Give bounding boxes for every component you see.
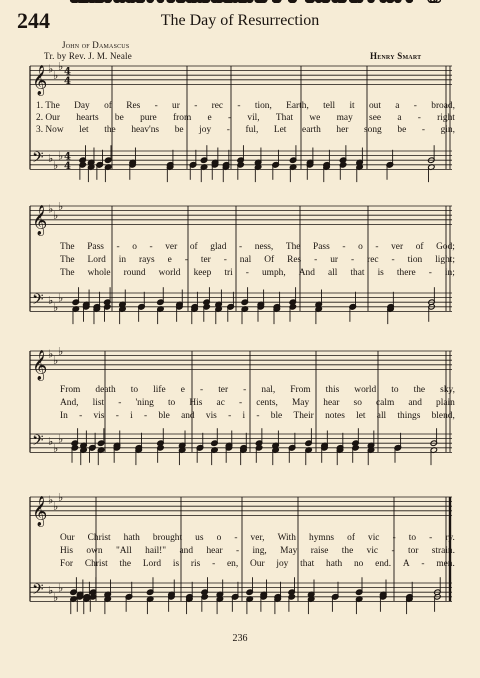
lyric-syllable: to	[167, 398, 176, 408]
author-credit: John of Damascus	[62, 40, 130, 50]
note-head	[83, 0, 89, 2]
lyric-syllable: e	[207, 113, 212, 123]
flat-sign: ♭	[53, 590, 59, 604]
lyric-syllable: all	[376, 411, 387, 421]
lyric-syllable: earth	[302, 125, 321, 135]
lyric-syllable: a	[395, 101, 400, 111]
lyric-syllable: Pass	[87, 242, 104, 252]
flat-sign: ♭	[58, 345, 64, 358]
lyric-syllable: ness,	[254, 242, 274, 252]
lyric-syllable: -	[227, 113, 232, 123]
lyric-syllable: -	[413, 101, 417, 111]
note-head	[232, 0, 238, 2]
lyric-syllable: The	[60, 268, 75, 278]
lyric-syllable: Our	[60, 533, 75, 543]
time-signature-top: 4	[64, 151, 71, 163]
lyric-syllable: round	[123, 268, 146, 278]
lyric-syllable: "All	[115, 546, 132, 556]
lyric-syllable: May	[280, 546, 298, 556]
lyric-syllable: -	[149, 242, 153, 252]
lyric-syllable: That	[275, 113, 294, 123]
lyric-syllable: vis	[93, 411, 105, 421]
lyric-syllable: -	[143, 411, 148, 421]
lyric-syllable: ry.	[445, 533, 455, 543]
flat-sign: ♭	[48, 293, 54, 307]
lyric-syllable: tor	[407, 546, 419, 556]
lyric-syllable: -	[256, 411, 260, 421]
note-head	[387, 0, 393, 2]
lyric-syllable: that	[300, 559, 315, 569]
lyric-syllable: that	[350, 268, 365, 278]
lyric-syllable: brought	[152, 533, 183, 543]
lyric-syllable: rec	[367, 255, 379, 265]
lyric-syllable: us	[195, 533, 204, 543]
lyric-syllable: ver	[165, 242, 178, 252]
translator-credit: Tr. by Rev. J. M. Neale	[44, 51, 132, 61]
lyric-syllable: the	[341, 546, 354, 556]
lyric-syllable: ble	[158, 411, 170, 421]
lyric-syllable: vic	[368, 533, 380, 543]
lyric-syllable: -	[237, 101, 241, 111]
lyric-syllable: cents,	[256, 398, 278, 408]
treble-clef: 𝄞	[32, 205, 48, 236]
note-head	[186, 0, 192, 2]
lyric-syllable: ac	[216, 398, 225, 408]
lyric-syllable: strain.	[431, 546, 455, 556]
lyric-syllable: e	[167, 255, 172, 265]
lyric-syllable: A	[402, 559, 410, 569]
lyric-syllable: His	[60, 546, 74, 556]
lyric-syllable: -	[243, 385, 247, 395]
note-head	[247, 0, 253, 2]
lyric-syllable: -	[417, 113, 421, 123]
lyric-line	[60, 255, 455, 265]
lyric-syllable: The	[60, 255, 75, 265]
flat-sign: ♭	[58, 200, 64, 213]
lyric-syllable: in	[118, 255, 127, 265]
lyric-syllable: His	[189, 398, 203, 408]
lyric-line	[36, 113, 455, 123]
lyric-syllable: let	[79, 125, 89, 135]
treble-clef: 𝄞	[32, 65, 48, 96]
lyric-syllable: rays	[139, 255, 155, 265]
note-head	[368, 0, 374, 2]
lyric-syllable: all	[327, 268, 338, 278]
lyric-syllable: 1. The	[36, 101, 60, 111]
lyric-syllable: i	[130, 411, 133, 421]
note-head	[98, 0, 104, 2]
lyric-syllable: gin,	[440, 125, 455, 135]
lyric-line	[60, 411, 455, 421]
lyric-line	[60, 268, 455, 278]
lyric-syllable: sky,	[440, 385, 455, 395]
note-head	[77, 0, 83, 2]
lyric-syllable: Let	[273, 125, 287, 135]
lyric-syllable: -	[226, 125, 230, 135]
note-head	[136, 0, 142, 2]
lyric-syllable: e	[180, 385, 185, 395]
lyric-line	[60, 546, 455, 556]
lyric-syllable: in;	[444, 268, 455, 278]
flat-sign: ♭	[53, 69, 59, 83]
lyric-syllable: we	[309, 113, 321, 123]
lyric-syllable: Earth,	[286, 101, 309, 111]
lyric-syllable: the	[413, 385, 426, 395]
lyric-syllable: song	[364, 125, 382, 135]
lyric-syllable: the	[119, 559, 132, 569]
lyric-line	[60, 559, 455, 569]
lyric-syllable: -	[239, 242, 243, 252]
lyric-syllable: -	[184, 255, 188, 265]
lyric-syllable: be	[174, 125, 184, 135]
lyric-syllable: there	[396, 268, 416, 278]
note-head	[147, 0, 153, 2]
lyric-syllable: -	[342, 242, 346, 252]
lyric-syllable: -	[212, 559, 216, 569]
lyric-syllable: vis	[205, 411, 217, 421]
lyric-syllable: is	[172, 559, 180, 569]
lyric-syllable: 'ning	[135, 398, 154, 408]
note-head	[179, 0, 185, 2]
lyric-syllable: -	[391, 546, 395, 556]
lyric-syllable: hearts	[76, 113, 99, 123]
lyric-syllable: be	[397, 125, 407, 135]
lyric-syllable: see	[369, 113, 382, 123]
lyric-syllable: -	[194, 101, 198, 111]
lyric-line	[36, 125, 455, 135]
lyric-syllable: joy	[276, 559, 289, 569]
lyric-syllable: -	[428, 268, 432, 278]
lyric-syllable: Their	[293, 411, 314, 421]
note-head	[316, 0, 322, 2]
lyric-syllable: Christ	[84, 559, 108, 569]
lyric-syllable: hath	[326, 559, 343, 569]
lyric-syllable: umph,	[261, 268, 286, 278]
lyric-syllable: let	[356, 411, 366, 421]
lyric-syllable: men.	[436, 559, 455, 569]
lyric-syllable: ful,	[245, 125, 259, 135]
note-head	[332, 0, 338, 2]
lyric-syllable: ur	[330, 255, 339, 265]
lyric-syllable: i	[242, 411, 246, 421]
flat-sign: ♭	[58, 291, 64, 305]
note-head	[105, 0, 111, 2]
lyric-syllable: tion	[407, 255, 423, 265]
note-head	[226, 0, 232, 2]
treble-clef: 𝄞	[32, 350, 48, 381]
lyric-syllable: o	[216, 533, 222, 543]
lyric-syllable: -	[234, 533, 238, 543]
lyric-syllable: to	[391, 385, 399, 395]
lyric-syllable: -	[238, 398, 243, 408]
lyric-syllable: Res	[287, 255, 302, 265]
lyric-syllable: -	[118, 398, 122, 408]
lyric-syllable: ver,	[250, 533, 265, 543]
lyric-syllable: the	[104, 125, 116, 135]
flat-sign: ♭	[48, 493, 54, 507]
note-head	[289, 0, 295, 2]
bass-clef: 𝄢	[32, 148, 44, 170]
flat-sign: ♭	[53, 209, 59, 223]
lyric-syllable: hear	[323, 398, 340, 408]
lyric-syllable: 3. Now	[36, 125, 64, 135]
lyric-line	[60, 533, 455, 543]
lyric-syllable: vic	[366, 546, 379, 556]
lyric-syllable: and	[181, 411, 195, 421]
lyric-syllable: -	[116, 242, 120, 252]
lyric-syllable: -	[115, 411, 119, 421]
note-head	[380, 0, 386, 2]
flat-sign: ♭	[58, 149, 64, 163]
time-signature-top: 4	[64, 66, 71, 78]
lyric-syllable: of	[104, 101, 112, 111]
lyric-syllable: From	[60, 385, 81, 395]
lyric-syllable: The	[60, 242, 75, 252]
lyric-syllable: -	[392, 533, 396, 543]
lyric-syllable: -	[351, 255, 355, 265]
lyric-syllable: Pass	[313, 242, 330, 252]
lyric-syllable: it	[349, 101, 355, 111]
treble-clef: 𝄞	[32, 496, 48, 527]
lyric-syllable: vil,	[247, 113, 260, 123]
note-head	[90, 0, 96, 2]
lyric-syllable: ur	[172, 101, 180, 111]
note-head	[261, 0, 267, 2]
lyric-syllable: be	[114, 113, 124, 123]
lyric-syllable: The	[285, 242, 301, 252]
lyric-syllable: raise	[310, 546, 329, 556]
lyric-syllable: Of	[264, 255, 275, 265]
note-head	[308, 0, 314, 2]
page-number: 236	[232, 633, 248, 644]
note-head	[356, 0, 362, 2]
lyric-syllable: ter	[218, 385, 229, 395]
lyric-line	[36, 101, 455, 111]
bass-clef: 𝄢	[32, 290, 44, 312]
note-head	[217, 0, 223, 2]
lyric-syllable: hail!"	[145, 546, 167, 556]
note-head	[202, 0, 208, 2]
lyric-syllable: and	[408, 398, 422, 408]
lyric-syllable: -	[429, 533, 433, 543]
lyric-syllable: life	[153, 385, 166, 395]
lyric-syllable: of	[189, 242, 198, 252]
lyric-syllable: Lord	[87, 255, 106, 265]
lyric-syllable: ver	[391, 242, 404, 252]
flat-sign: ♭	[48, 347, 54, 361]
lyric-syllable: broad,	[431, 101, 455, 111]
flat-sign: ♭	[48, 583, 54, 597]
time-signature-bottom: 4	[64, 160, 71, 172]
flat-sign: ♭	[48, 62, 54, 76]
bass-clef: 𝄢	[32, 431, 44, 453]
lyric-syllable: 2. Our	[36, 113, 60, 123]
note-head	[395, 0, 401, 2]
lyric-line	[60, 385, 455, 395]
note-head	[70, 0, 76, 2]
flat-sign: ♭	[58, 432, 64, 446]
lyric-syllable: so	[353, 398, 362, 408]
lyric-syllable: In	[60, 411, 68, 421]
lyric-syllable: calm	[376, 398, 395, 408]
note-head	[240, 0, 246, 2]
lyric-syllable: -	[154, 101, 158, 111]
lyric-syllable: From	[290, 385, 311, 395]
lyric-syllable: -	[223, 255, 227, 265]
lyric-syllable: death	[95, 385, 116, 395]
lyric-syllable: her	[336, 125, 349, 135]
lyric-syllable: -	[200, 385, 204, 395]
lyric-line	[60, 242, 455, 252]
lyric-syllable: -	[421, 125, 425, 135]
lyric-syllable: -	[79, 411, 83, 421]
lyric-syllable: hymns	[309, 533, 335, 543]
note-head	[275, 0, 281, 2]
note-head	[168, 0, 174, 2]
lyric-syllable: For	[60, 559, 74, 569]
lyric-syllable: pure	[140, 113, 157, 123]
lyric-syllable: of	[347, 533, 355, 543]
flat-sign: ♭	[58, 491, 64, 504]
note-head	[157, 0, 163, 2]
lyric-syllable: And	[298, 268, 315, 278]
lyric-syllable: and	[179, 546, 194, 556]
flat-sign: ♭	[53, 441, 59, 455]
lyric-syllable: -	[391, 255, 395, 265]
lyric-syllable: Res	[126, 101, 141, 111]
time-signature-bottom: 4	[64, 75, 71, 87]
lyric-syllable: tri	[224, 268, 233, 278]
lyric-syllable: Lord	[142, 559, 162, 569]
lyric-syllable: a	[397, 113, 402, 123]
lyric-syllable: -	[235, 546, 240, 556]
lyric-syllable: to	[408, 533, 417, 543]
lyric-syllable: of	[415, 242, 424, 252]
flat-sign: ♭	[48, 202, 54, 216]
lyric-syllable: this	[325, 385, 340, 395]
lyric-syllable: light;	[435, 255, 455, 265]
lyric-syllable: world	[158, 268, 181, 278]
lyric-syllable: Our	[250, 559, 265, 569]
lyric-syllable: heav'ns	[131, 125, 160, 135]
note-head	[126, 0, 132, 2]
lyric-syllable: God;	[436, 242, 455, 252]
lyric-syllable: notes	[325, 411, 345, 421]
lyric-syllable: en,	[227, 559, 239, 569]
lyric-syllable: o	[358, 242, 363, 252]
lyric-syllable: things	[397, 411, 421, 421]
flat-sign: ♭	[53, 158, 59, 172]
lyric-syllable: may	[336, 113, 353, 123]
lyric-syllable: ter	[200, 255, 211, 265]
lyric-syllable: ris	[190, 559, 201, 569]
lyric-syllable: keep	[193, 268, 212, 278]
lyric-syllable: is	[377, 268, 384, 278]
lyric-syllable: hath	[123, 533, 140, 543]
lyric-syllable: whole	[87, 268, 111, 278]
lyric-syllable: -	[245, 268, 249, 278]
flat-sign: ♭	[58, 581, 64, 595]
lyric-syllable: nal	[239, 255, 252, 265]
flat-sign: ♭	[53, 354, 59, 368]
hymn-number: 244	[17, 8, 50, 33]
flat-sign: ♭	[48, 151, 54, 165]
lyric-syllable: world	[354, 385, 377, 395]
note-head	[321, 0, 327, 2]
lyric-syllable: plain	[436, 398, 455, 408]
flat-sign: ♭	[53, 300, 59, 314]
lyric-syllable: own	[86, 546, 103, 556]
lyric-syllable: And,	[60, 398, 79, 408]
lyric-syllable: glad	[210, 242, 227, 252]
lyric-syllable: rec	[211, 101, 224, 111]
lyric-syllable: ing,	[252, 546, 267, 556]
bass-clef: 𝄢	[32, 580, 44, 602]
lyric-syllable: Christ	[87, 533, 111, 543]
flat-sign: ♭	[48, 434, 54, 448]
lyric-syllable: ble	[270, 411, 283, 421]
lyric-syllable: nal,	[261, 385, 276, 395]
lyric-syllable: With	[277, 533, 296, 543]
lyric-syllable: list	[92, 398, 105, 408]
lyric-syllable: -	[314, 255, 318, 265]
lyric-syllable: o	[132, 242, 137, 252]
flat-sign: ♭	[58, 60, 64, 73]
lyric-syllable: end.	[375, 559, 392, 569]
lyric-syllable: tell	[323, 101, 336, 111]
lyric-syllable: -	[421, 559, 425, 569]
lyric-syllable: May	[291, 398, 310, 408]
lyric-syllable: joy	[199, 125, 212, 135]
lyric-syllable: out	[368, 101, 381, 111]
hymn-title: The Day of Resurrection	[160, 12, 320, 29]
lyric-syllable: from	[173, 113, 192, 123]
lyric-syllable: Day	[74, 101, 90, 111]
lyric-syllable: hear	[206, 546, 223, 556]
lyric-syllable: -	[228, 411, 232, 421]
note-head	[406, 0, 412, 2]
lyric-syllable: to	[130, 385, 139, 395]
lyric-syllable: tion,	[254, 101, 272, 111]
lyric-line	[60, 398, 455, 408]
flat-sign: ♭	[53, 500, 59, 514]
lyric-syllable: -	[375, 242, 379, 252]
lyric-syllable: right	[437, 113, 455, 123]
lyric-syllable: no	[353, 559, 364, 569]
lyric-syllable: blend,	[431, 411, 455, 421]
composer-credit: Henry Smart	[370, 51, 422, 61]
note-head	[114, 0, 120, 2]
